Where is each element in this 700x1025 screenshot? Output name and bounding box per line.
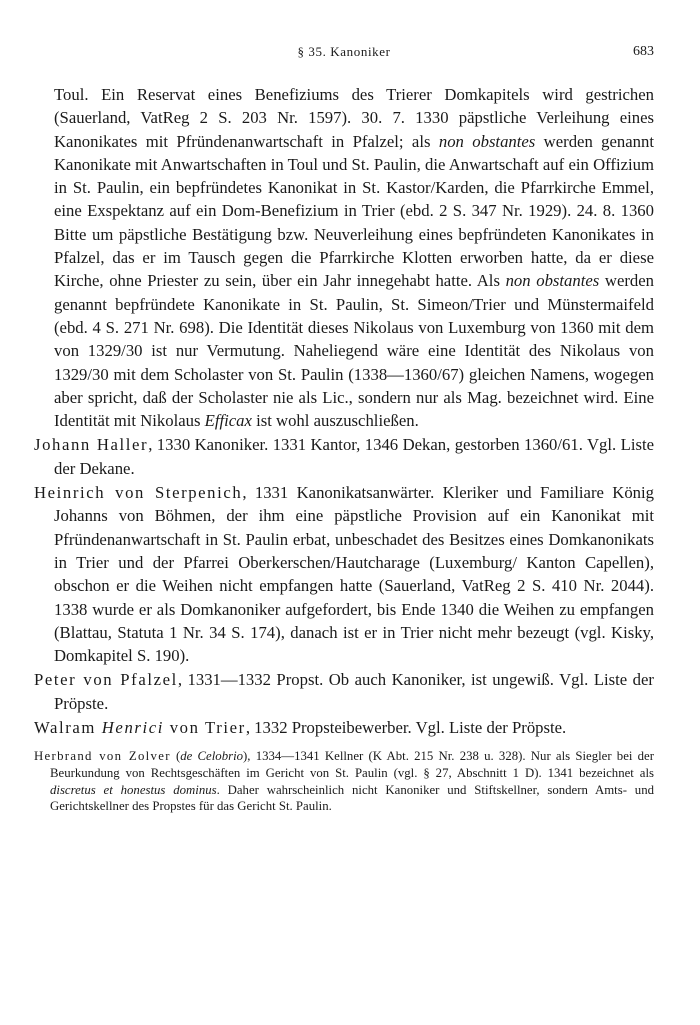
- italic-term: non obstantes: [438, 131, 536, 151]
- person-name: Peter von Pfalzel: [34, 670, 178, 690]
- entry-heinrich-von-sterpenich: [34, 481, 654, 667]
- entry-johann-haller: [34, 433, 654, 480]
- entry-walram-henrici: [34, 716, 654, 739]
- person-name: Johann Haller: [34, 435, 149, 455]
- entry-text: , 1332 Propsteibewerber. Vgl. Liste der Pröpste.: [245, 718, 567, 738]
- running-header: [34, 44, 654, 64]
- entry-text: , 1330 Kanoniker. 1331 Kantor, 1346 Dekan, gestorben 1360/61. Vgl. Liste der Dekane.: [54, 435, 654, 478]
- person-name-italic: Henrici: [101, 718, 164, 738]
- text-run: ), 1334—1341 Kellner (K Abt. 215 Nr. 238 u. 328). Nur als Siegler bei der Beurkundung von Rechtsgeschäften im Gericht von St. Paulin (vgl. § 27, Abschnitt 1 D). 1341 bezeichnet als: [50, 749, 654, 780]
- person-name: Heinrich von Sterpenich: [34, 483, 243, 503]
- italic-term: Efficax: [204, 411, 252, 431]
- text-run: Toul. Ein Reservat eines Benefiziums des Trierer Domkapitels wird gestrichen (Sauerland, VatReg 2 S. 203 Nr. 1597). 30. 7. 1330 päpstliche Verleihung eines Kanonikates mit Pfründenanwartschaft in Pfalzel; als: [54, 85, 654, 151]
- text-run: (: [170, 749, 181, 764]
- continuation-paragraph: [34, 83, 654, 432]
- person-name: von Trier: [163, 718, 246, 738]
- page-number: 683: [633, 44, 654, 59]
- person-name: Walram: [34, 718, 102, 738]
- italic-term: discretus et honestus dominus: [50, 782, 217, 797]
- entry-text: , 1331 Kanonikatsanwärter. Kleriker und Familiare König Johanns von Böhmen, der ihm eine päpstliche Provision auf ein Kanonikat mit Pfründenanwartschaft in St. Paulin erbat, unbeschadet des Besitzes eines Domkanonikats in Trier und der Pfarrei Oberkerschen/Hautcharage (Luxemburg/ Kanton Capellen), obschon er die Weihen nicht empfangen hatte (Sauerland, VatReg 2 S. 410 Nr. 2044). 1338 wurde er als Domkanoniker aufgefordert, bis Ende 1340 die Weihen zu empfangen (Blattau, Statuta 1 Nr. 34 S. 174), danach ist er in Trier nicht mehr bezeugt (vgl. Kisky, Domkapitel S. 190).: [54, 483, 655, 666]
- person-name: Herbrand von Zolver: [34, 749, 171, 764]
- text-run: . Daher wahrscheinlich nicht Kanoniker und Stiftskellner, sondern Amts- und Gerichtskellner des Propstes für das Gericht St. Paulin.: [50, 782, 654, 814]
- italic-term: non obstantes: [505, 271, 600, 291]
- main-text: [34, 83, 654, 827]
- entry-herbrand-von-zolver: [34, 748, 654, 814]
- running-title: § 35. Kanoniker: [297, 44, 391, 59]
- entry-text: , 1331—1332 Propst. Ob auch Kanoniker, ist ungewiß. Vgl. Liste der Pröpste.: [54, 670, 654, 713]
- text-run: ist wohl auszuschließen.: [251, 411, 419, 431]
- italic-term: de Celobrio: [180, 749, 244, 764]
- text-run: werden genannt bepfründete Kanonikate in St. Paulin, St. Simeon/Trier und Münstermaifeld (ebd. 4 S. 271 Nr. 698). Die Identität dieses Nikolaus von Luxemburg von 1360 mit dem von 1329/30 ist nur Vermutung. Naheliegend wäre eine Identität des Nikolaus von 1329/30 mit dem Scholaster von St. Paulin (1338—1360/67) gleichen Namens, wogegen aber spricht, daß der Scholaster nie als Lic., sondern nur als Mag. bezeichnet wird. Eine Identität mit Nikolaus: [54, 271, 655, 431]
- entry-peter-von-pfalzel: [34, 668, 654, 715]
- text-run: werden genannt Kanonikate mit Anwartschaften in Toul und St. Paulin, die Anwartschaft auf ein Offizium in St. Paulin, ein bepfründetes Kanonikat in St. Kastor/Karden, die Pfarrkirche Emmel, eine Exspektanz auf ein Dom-Benefizium in Trier (ebd. 2 S. 347 Nr. 1929). 24. 8. 1360 Bitte um päpstliche Bestätigung bzw. Neuverleihung eines bepfründeten Kanonikates in Pfalzel, das er im Tausch gegen die Pfarrkirche Klotten erworben hatte, da er diese Kirche, ohne Priester zu sein, über ein Jahr innegehabt hatte. Als: [54, 131, 654, 291]
